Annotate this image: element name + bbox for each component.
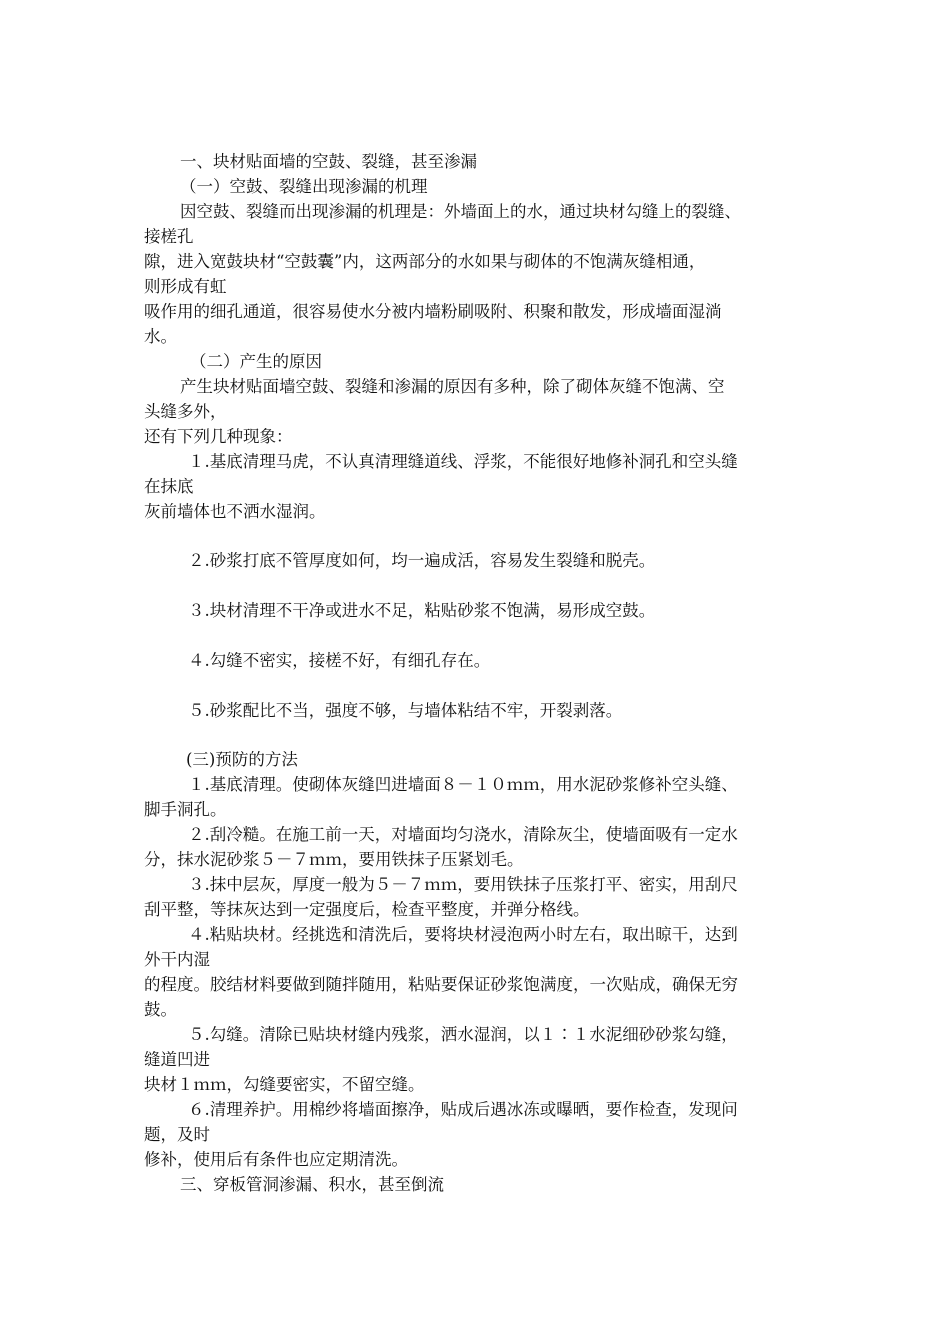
list-item-line: １.基底清理马虎，不认真清理缝道线、浮浆，不能很好地修补洞孔和空头缝	[188, 452, 738, 471]
list-item-line: 的程度。胶结材料要做到随拌随用，粘贴要保证砂浆饱满度，一次贴成，确保无穷	[144, 975, 738, 994]
paragraph-line: 吸作用的细孔通道，很容易使水分被内墙粉刷吸附、积聚和散发，形成墙面湿淌	[144, 302, 722, 321]
list-item-line: 在抹底	[144, 477, 194, 496]
paragraph-line: 头缝多外，	[144, 402, 227, 421]
subheading-prevention: (三)预防的方法	[186, 750, 298, 769]
list-item-line: ５.勾缝。清除已贴块材缝内残浆，洒水湿润，以１∶１水泥细砂砂浆勾缝，	[188, 1025, 738, 1044]
list-item-line: ３.抹中层灰，厚度一般为５－７ｍｍ，要用铁抹子压浆打平、密实，用刮尺	[188, 875, 738, 894]
paragraph-line: 还有下列几种现象：	[144, 427, 293, 446]
list-item-line: ６.清理养护。用棉纱将墙面擦净，贴成后遇冰冻或曝晒，要作检查，发现问	[188, 1100, 738, 1119]
list-item-line: 刮平整，等抹灰达到一定强度后，检查平整度，并弹分格线。	[144, 900, 590, 919]
list-item-line: 分，抹水泥砂浆５－７ｍｍ，要用铁抹子压紧划毛。	[144, 850, 524, 869]
list-item-line: ３.块材清理不干净或进水不足，粘贴砂浆不饱满，易形成空鼓。	[188, 601, 656, 620]
list-item-line: ５.砂浆配比不当，强度不够，与墙体粘结不牢，开裂剥落。	[188, 701, 623, 720]
paragraph-line: 隙，进入宽鼓块材“空鼓囊”内，这两部分的水如果与砌体的不饱满灰缝相通，	[144, 252, 706, 271]
list-item-line: 灰前墙体也不洒水湿润。	[144, 502, 326, 521]
paragraph-line: 因空鼓、裂缝而出现渗漏的机理是：外墙面上的水，通过块材勾缝上的裂缝、	[180, 202, 741, 221]
list-item-line: 缝道凹进	[144, 1050, 210, 1069]
paragraph-line: 水。	[144, 327, 177, 346]
subheading-causes: （二）产生的原因	[190, 352, 322, 371]
paragraph-line: 产生块材贴面墙空鼓、裂缝和渗漏的原因有多种，除了砌体灰缝不饱满、空	[180, 377, 725, 396]
list-item-line: ４.勾缝不密实，接槎不好，有细孔存在。	[188, 651, 491, 670]
list-item-line: １.基底清理。使砌体灰缝凹进墙面８－１０ｍｍ，用水泥砂浆修补空头缝、	[188, 775, 738, 794]
list-item-line: 块材１ｍｍ，勾缝要密实，不留空缝。	[144, 1075, 425, 1094]
list-item-line: ２.砂浆打底不管厚度如何，均一遍成活，容易发生裂缝和脱壳。	[188, 551, 656, 570]
list-item-line: 外干内湿	[144, 950, 210, 969]
list-item-line: ２.刮冷糙。在施工前一天，对墙面均匀浇水，清除灰尘，使墙面吸有一定水	[188, 825, 738, 844]
subheading-mechanism: （一）空鼓、裂缝出现渗漏的机理	[180, 177, 428, 196]
list-item-line: 题，及时	[144, 1125, 210, 1144]
paragraph-line: 则形成有虹	[144, 277, 227, 296]
list-item-line: ４.粘贴块材。经挑选和清洗后，要将块材浸泡两小时左右，取出晾干，达到	[188, 925, 738, 944]
list-item-line: 脚手洞孔。	[144, 800, 227, 819]
paragraph-line: 接槎孔	[144, 227, 194, 246]
list-item-line: 修补，使用后有条件也应定期清洗。	[144, 1150, 408, 1169]
heading-section-1: 一、块材贴面墙的空鼓、裂缝，甚至渗漏	[180, 152, 477, 171]
heading-section-3: 三、穿板管洞渗漏、积水，甚至倒流	[180, 1175, 444, 1194]
list-item-line: 鼓。	[144, 1000, 177, 1019]
